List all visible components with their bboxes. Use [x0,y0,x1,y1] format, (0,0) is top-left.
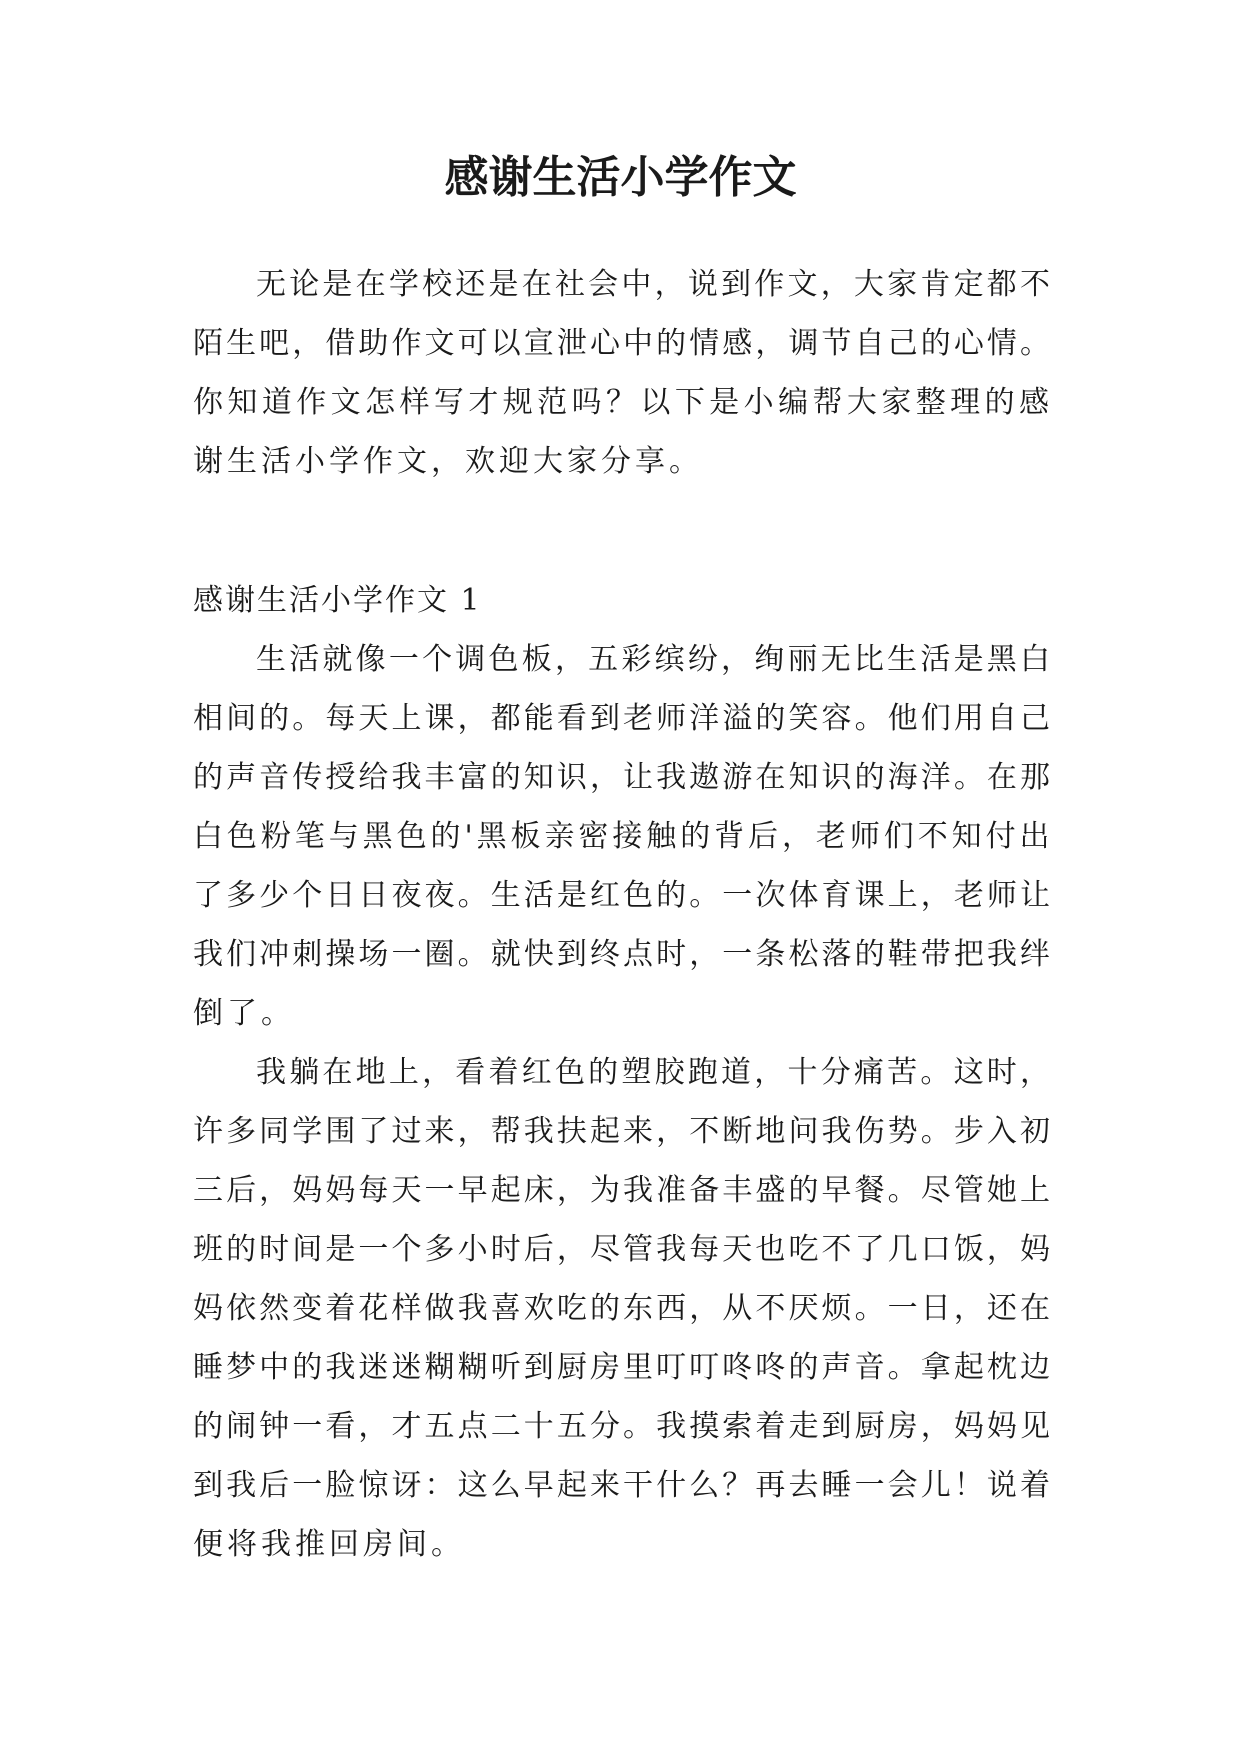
intro-line: 谢生活小学作文，欢迎大家分享。 [193,444,703,479]
paragraph-line: 到我后一脸惊讶：这么早起来干什么？再去睡一会儿！说着 [193,1468,1053,1503]
paragraph-line: 的闹钟一看，才五点二十五分。我摸索着走到厨房，妈妈见 [193,1409,1053,1444]
paragraph-line: 三后，妈妈每天一早起床，为我准备丰盛的早餐。尽管她上 [193,1173,1053,1208]
paragraph-line: 白色粉笔与黑色的'黑板亲密接触的背后，老师们不知付出 [193,819,1053,854]
paragraph-line: 了多少个日日夜夜。生活是红色的。一次体育课上，老师让 [193,878,1053,913]
paragraph-line: 便将我推回房间。 [193,1527,465,1562]
paragraph-line: 许多同学围了过来，帮我扶起来，不断地问我伤势。步入初 [193,1114,1053,1149]
paragraph-line: 我们冲刺操场一圈。就快到终点时，一条松落的鞋带把我绊 [193,937,1053,972]
intro-line: 你知道作文怎样写才规范吗？以下是小编帮大家整理的感 [193,385,1053,420]
paragraph-line: 妈依然变着花样做我喜欢吃的东西，从不厌烦。一日，还在 [193,1291,1053,1326]
paragraph-line: 我躺在地上，看着红色的塑胶跑道，十分痛苦。这时， [256,1055,1053,1090]
paragraph-line: 班的时间是一个多小时后，尽管我每天也吃不了几口饭，妈 [193,1232,1053,1267]
intro-line: 陌生吧，借助作文可以宣泄心中的情感，调节自己的心情。 [193,326,1053,361]
document-title: 感谢生活小学作文 [444,152,797,203]
paragraph-line: 的声音传授给我丰富的知识，让我遨游在知识的海洋。在那 [193,760,1053,795]
paragraph-line: 生活就像一个调色板，五彩缤纷，绚丽无比生活是黑白 [256,642,1053,677]
paragraph-line: 倒了。 [193,996,295,1031]
paragraph-line: 睡梦中的我迷迷糊糊听到厨房里叮叮咚咚的声音。拿起枕边 [193,1350,1053,1385]
section-heading: 感谢生活小学作文 1 [193,583,482,618]
intro-line: 无论是在学校还是在社会中，说到作文，大家肯定都不 [256,267,1053,302]
paragraph-line: 相间的。每天上课，都能看到老师洋溢的笑容。他们用自己 [193,701,1053,736]
